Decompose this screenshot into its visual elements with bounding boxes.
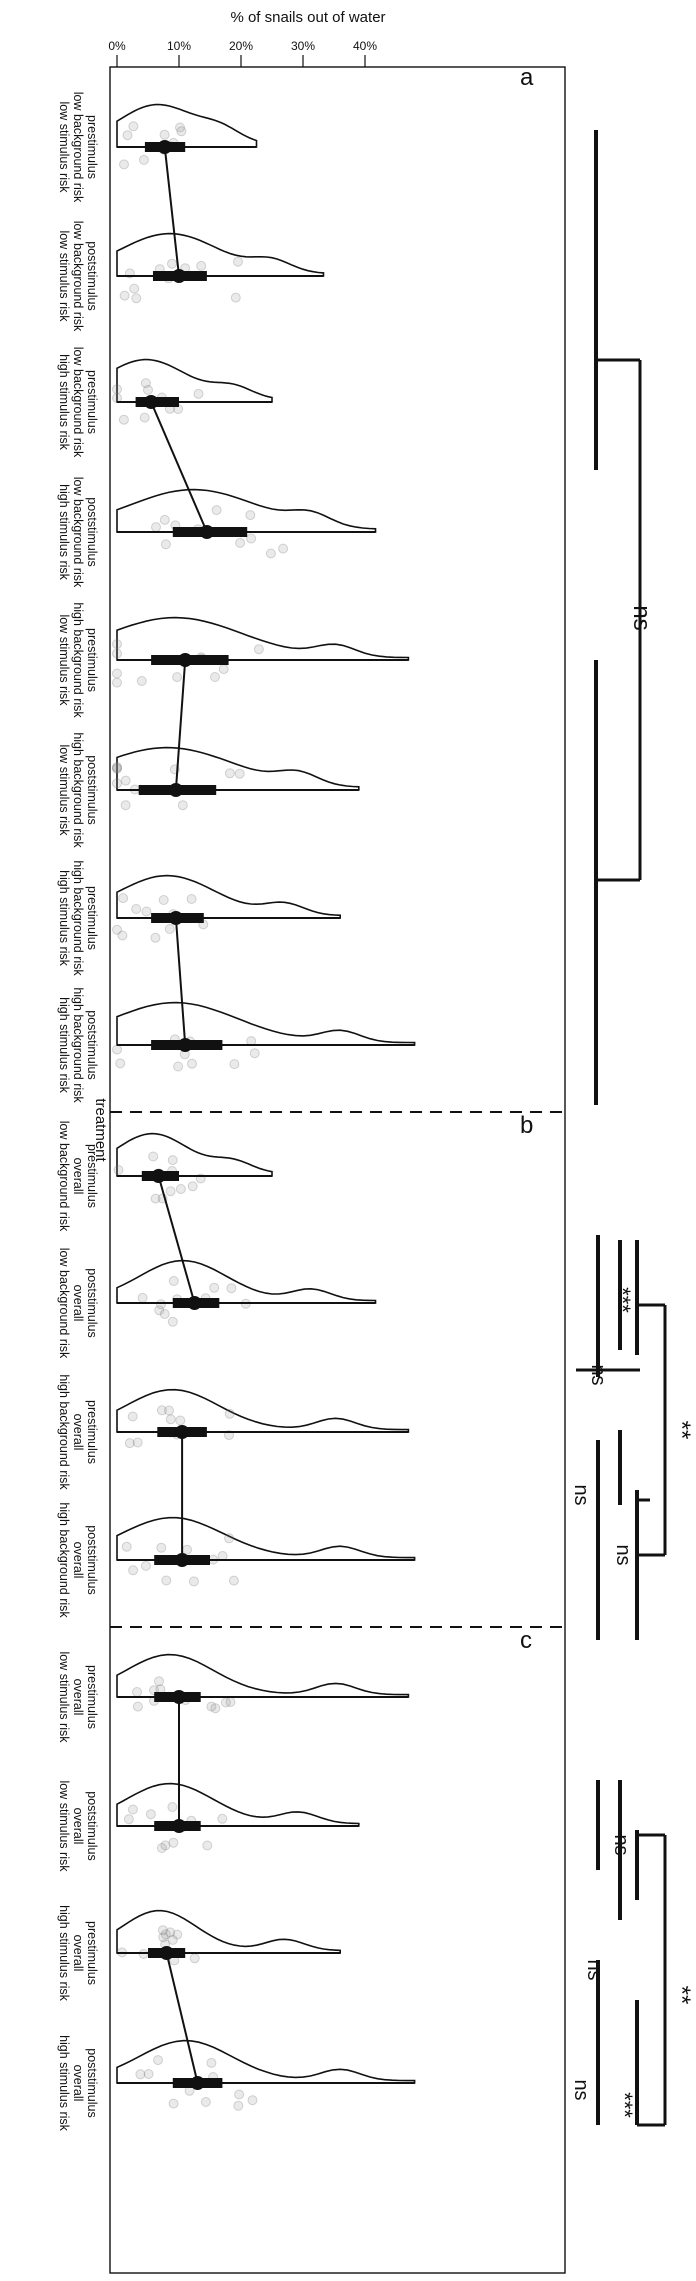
data-point [168,1803,177,1812]
category-label: high stimulus risk [57,484,71,580]
data-point [113,678,122,687]
data-point [121,801,130,810]
category-label: high background risk [71,602,85,718]
violin-shape [117,234,324,276]
data-point [113,779,122,788]
data-point [165,925,174,934]
category-label: overall [71,1157,85,1195]
category-label: overall [71,1541,85,1579]
data-point [211,673,220,682]
data-point [219,665,228,674]
category-label: high background risk [57,1502,71,1618]
data-point [132,905,141,914]
data-point [173,1930,182,1939]
category-label: prestimulus [85,1921,99,1985]
data-point [189,1577,198,1586]
violin-shape [117,1261,376,1303]
data-point [162,1576,171,1585]
data-point [152,523,161,532]
data-point [159,896,168,905]
category-label: prestimulus [85,115,99,179]
data-point [225,769,234,778]
data-point [166,1187,175,1196]
category-label: low background risk [71,220,85,332]
data-point [225,1534,234,1543]
data-point [149,1152,158,1161]
data-point [168,259,177,268]
violin-shape [117,618,408,660]
category-label: high stimulus risk [57,870,71,966]
category-label: poststimulus [85,1010,99,1080]
data-point [212,506,221,515]
data-point [113,649,122,658]
data-point [133,1702,142,1711]
data-point [133,1688,142,1697]
category-label: poststimulus [85,1525,99,1595]
data-point [234,2101,243,2110]
category-label: overall [71,1678,85,1716]
data-point [201,2098,210,2107]
category-label: prestimulus [85,1144,99,1208]
data-point [113,669,122,678]
category-label: overall [71,1807,85,1845]
data-point [176,1185,185,1194]
data-point [160,1310,169,1319]
category-label: low stimulus risk [57,744,71,836]
data-point [123,131,132,140]
category-label: low background risk [57,1247,71,1359]
category-label: poststimulus [85,241,99,311]
category-label: high stimulus risk [57,1905,71,2001]
data-point [266,549,275,558]
data-point [144,2070,153,2079]
data-point [173,673,182,682]
category-label: prestimulus [85,1665,99,1729]
data-point [188,1182,197,1191]
category-label: low background risk [71,346,85,458]
data-point [141,1561,150,1570]
category-label: low stimulus risk [57,101,71,193]
data-point [128,1412,137,1421]
value-axis-tick-label: 20% [228,39,254,53]
data-point [120,291,129,300]
category-label: low stimulus risk [57,1651,71,1743]
value-axis-tick-label: 30% [290,39,316,53]
violin-shape [117,1518,415,1560]
data-point [120,160,129,169]
data-point [132,294,141,303]
significance-label: ns [587,1364,609,1386]
category-label: prestimulus [85,370,99,434]
significance-brackets [570,130,695,2125]
data-point [194,389,203,398]
significance-label: ** [668,1985,695,2005]
category-label: overall [71,2064,85,2102]
category-label: poststimulus [85,1791,99,1861]
data-point [187,895,196,904]
category-label: high background risk [57,1374,71,1490]
data-point [197,261,206,270]
category-label: prestimulus [85,1400,99,1464]
value-axis-title: % of snails out of water [230,9,386,26]
data-point [169,1838,178,1847]
data-point [210,1283,219,1292]
significance-label: *** [612,2092,637,2118]
data-point [226,1698,235,1707]
data-point [137,677,146,686]
category-label: poststimulus [85,1268,99,1338]
significance-label: ns [570,1484,592,1506]
data-point [188,1059,197,1068]
data-point [161,540,170,549]
data-point [235,769,244,778]
data-point [227,1284,236,1293]
data-point [165,1406,174,1415]
data-point [235,2090,244,2099]
data-point [190,1954,199,1963]
data-point [155,1677,164,1686]
category-label: overall [71,1413,85,1451]
data-point [247,534,256,543]
data-point [236,538,245,547]
data-point [166,1415,175,1424]
category-label: high stimulus risk [57,354,71,450]
data-point [129,122,138,131]
data-point [169,1277,178,1286]
violin-shape [117,1784,359,1826]
violin-shape [117,1911,340,1953]
category-label: poststimulus [85,755,99,825]
data-point [118,931,127,940]
data-point [124,1815,133,1824]
significance-label: ns [612,1544,634,1566]
data-point [121,776,130,785]
data-point [225,1409,234,1418]
data-point [158,1926,167,1935]
significance-label: ns [610,1834,632,1856]
significance-label: ns [628,605,655,631]
category-label: high background risk [71,987,85,1103]
data-point [248,2096,257,2105]
data-point [129,1566,138,1575]
category-label: high background risk [71,732,85,848]
data-point [160,515,169,524]
data-point [231,293,240,302]
data-point [183,1545,192,1554]
data-point [116,1059,125,1068]
category-label: high stimulus risk [57,2035,71,2131]
data-point [254,645,263,654]
category-label: low background risk [71,476,85,588]
category-label: high background risk [71,860,85,976]
category-label: overall [71,1934,85,1972]
significance-label: ** [668,1420,695,1440]
data-point [178,801,187,810]
data-point [160,130,169,139]
category-axis-title: treatment [92,1098,109,1162]
data-point [246,511,255,520]
category-label: low stimulus risk [57,230,71,322]
value-axis [108,9,385,67]
data-point [151,933,160,942]
data-point [119,415,128,424]
category-label: overall [71,1284,85,1322]
data-point [151,1194,160,1203]
data-point [113,385,122,394]
data-point [113,640,122,649]
data-point [114,1166,123,1175]
category-label: low stimulus risk [57,614,71,706]
data-point [130,284,139,293]
data-point [176,1416,185,1425]
data-point [119,894,128,903]
category-label: poststimulus [85,2048,99,2118]
data-point [136,2070,145,2079]
data-point [128,1805,137,1814]
panel-letter: b [520,1112,534,1139]
data-point [229,1576,238,1585]
data-point [279,544,288,553]
data-point [154,2056,163,2065]
data-point [133,1438,142,1447]
data-point [177,127,186,136]
data-point [139,155,148,164]
data-point [211,1704,220,1713]
data-point [234,257,243,266]
panel-letter: a [520,64,534,91]
violin-shape [117,1003,415,1045]
data-point [218,1814,227,1823]
significance-label: ns [570,2079,592,2101]
data-point [140,413,149,422]
data-point [142,907,151,916]
data-point [157,1543,166,1552]
category-label: low background risk [71,91,85,203]
data-point [174,1062,183,1071]
data-point [169,2099,178,2108]
violin-series [113,105,415,2111]
data-point [138,1293,147,1302]
data-point [122,1542,131,1551]
category-label: prestimulus [85,886,99,950]
value-axis-tick-label: 40% [352,39,378,53]
data-point [113,1045,122,1054]
significance-label: ns [583,1959,605,1981]
panel-letter: c [520,1627,532,1654]
data-point [207,2058,216,2067]
data-point [168,1317,177,1326]
data-point [141,379,150,388]
significance-label: *** [610,1287,635,1313]
category-label: high stimulus risk [57,997,71,1093]
violin-shape [117,748,359,790]
category-label: poststimulus [85,497,99,567]
category-label: prestimulus [85,628,99,692]
data-point [157,1844,166,1853]
data-point [203,1841,212,1850]
value-axis-tick-label: 10% [166,39,192,53]
category-label: low stimulus risk [57,1780,71,1872]
data-point [113,763,122,772]
data-point [250,1049,259,1058]
data-point [230,1060,239,1069]
category-label: low background risk [57,1120,71,1232]
value-axis-tick-label: 0% [108,39,126,53]
data-point [168,1156,177,1165]
category-labels [57,92,109,2132]
data-point [146,1810,155,1819]
violin-shape [117,1134,272,1176]
